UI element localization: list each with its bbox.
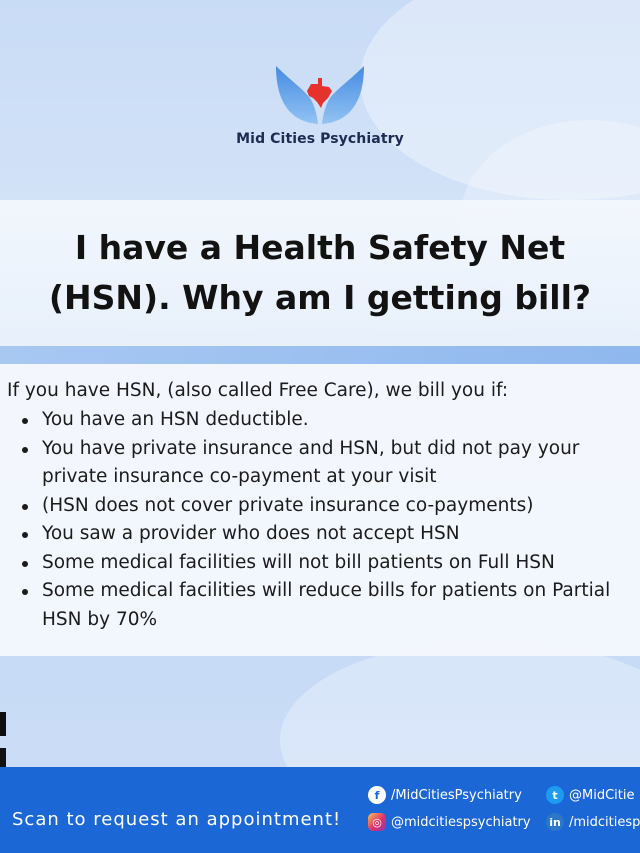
intro-text: If you have HSN, (also called Free Care), we bill you if: <box>7 380 509 401</box>
linkedin-link[interactable] <box>546 813 640 831</box>
list-item: Some medical facilities will reduce bills for patients on Partial HSN by 70% <box>42 577 632 634</box>
qr-code-corner <box>0 712 6 736</box>
brand-name: Mid Cities Psychiatry <box>236 131 404 147</box>
instagram-icon: ◎ <box>368 813 386 831</box>
title-band <box>0 200 640 346</box>
list-item: (HSN does not cover private insurance co-payments) <box>42 492 632 521</box>
list-item: Some medical facilities will not bill patients on Full HSN <box>42 549 632 578</box>
linkedin-handle: /midcitiesp <box>569 814 640 830</box>
facebook-handle: /MidCitiesPsychiatry <box>391 787 522 803</box>
footer-bar <box>0 767 640 853</box>
logo-icon <box>262 58 378 128</box>
twitter-handle: @MidCitie <box>569 787 635 803</box>
page-title: I have a Health Safety Net (HSN). Why am I getting bill? <box>48 228 592 317</box>
twitter-link[interactable] <box>546 786 634 804</box>
instagram-link[interactable] <box>368 813 531 831</box>
list-item: You saw a provider who does not accept HSN <box>42 520 632 549</box>
instagram-handle: @midcitiespsychiatry <box>391 814 531 830</box>
list-item: You have an HSN deductible. <box>42 406 632 435</box>
content-panel <box>0 364 640 656</box>
facebook-icon: f <box>368 786 386 804</box>
billing-reasons-list <box>0 406 632 634</box>
twitter-icon: t <box>546 786 564 804</box>
facebook-link[interactable] <box>368 786 522 804</box>
scan-instruction: Scan to request an appointment! <box>12 809 342 830</box>
accent-bar <box>0 346 640 364</box>
linkedin-icon: in <box>546 813 564 831</box>
list-item: You have private insurance and HSN, but did not pay your private insurance co-payment at your visit <box>42 435 632 492</box>
